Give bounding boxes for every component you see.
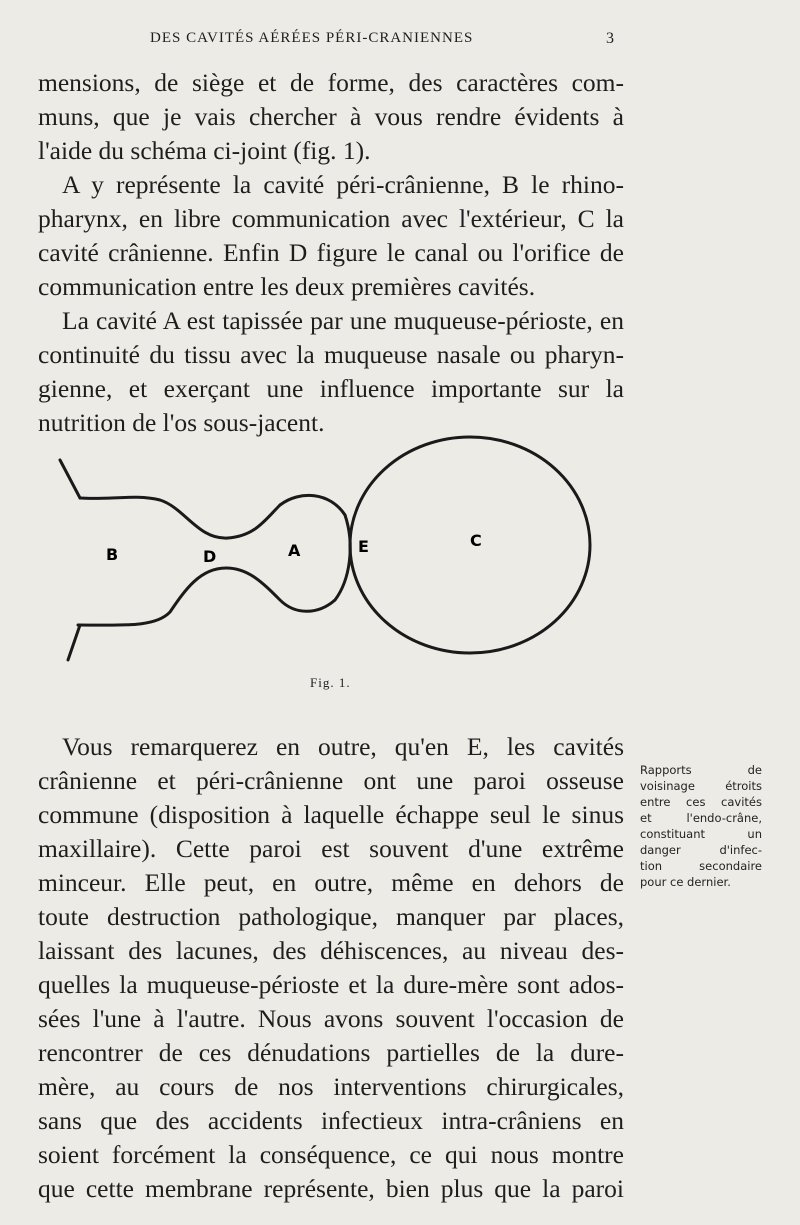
margin-note xyxy=(640,762,762,890)
line-top-left xyxy=(60,460,80,498)
text-line: minceur. Elle peut, en outre, même en dehors de xyxy=(38,868,624,897)
text-line: muns, que je vais chercher à vous rendre évidents à xyxy=(38,102,624,131)
text-line: continuité du tissu avec la muqueuse nasale ou pharyn- xyxy=(38,340,624,369)
margin-note-line: danger d'infec- xyxy=(640,843,762,857)
text-line: crânienne et péri-crânienne ont une paroi osseuse xyxy=(38,766,624,795)
text-line: maxillaire). Cette paroi est souvent d'une extrême xyxy=(38,834,624,863)
page-number: 3 xyxy=(606,30,614,47)
label-b: B xyxy=(106,545,119,564)
text-line: commune (disposition à laquelle échappe seul le sinus xyxy=(38,800,624,829)
cavity-a-top xyxy=(280,495,345,515)
label-d: D xyxy=(203,547,217,566)
margin-note-line: Rapports de xyxy=(640,763,762,777)
label-a: A xyxy=(288,541,301,560)
label-e: E xyxy=(358,537,369,556)
paragraph-4 xyxy=(38,730,624,1206)
text-line: soient forcément la conséquence, ce qui nous montre xyxy=(38,1140,624,1169)
text-line: cavité crânienne. Enfin D figure le canal ou l'orifice de xyxy=(38,238,624,267)
text-line: pharynx, en libre communication avec l'extérieur, C la xyxy=(38,204,624,233)
line-bottom-left xyxy=(68,625,80,660)
text-line: communication entre les deux premières cavités. xyxy=(38,272,536,301)
text-line: l'aide du schéma ci-joint (fig. 1). xyxy=(38,136,371,165)
text-line: quelles la muqueuse-périoste et la dure-mère sont ados- xyxy=(38,970,624,999)
margin-note-line: voisinage étroits xyxy=(640,779,762,793)
figure-caption: Fig. 1. xyxy=(310,675,351,690)
text-line: Vous remarquerez en outre, qu'en E, les cavités xyxy=(62,732,624,761)
text-line: gienne, et exerçant une influence importante sur la xyxy=(38,374,624,403)
text-line: laissant des lacunes, des déhiscences, au niveau des- xyxy=(38,936,624,965)
cavity-a-right xyxy=(335,515,350,600)
lower-wall xyxy=(78,568,335,625)
text-line: toute destruction pathologique, manquer par places, xyxy=(38,902,624,931)
text-line: rencontrer de ces dénudations partielles de la dure- xyxy=(38,1038,624,1067)
text-line: A y représente la cavité péri-crânienne, B le rhino- xyxy=(62,170,624,199)
margin-note-line: constituant un xyxy=(640,827,762,841)
text-line: que cette membrane représente, bien plus que la paroi xyxy=(38,1174,624,1203)
margin-note-line: entre ces cavités xyxy=(640,795,762,809)
text-line: mère, au cours de nos interventions chirurgicales, xyxy=(38,1072,624,1101)
body-text-bottom xyxy=(38,730,624,1206)
label-c: C xyxy=(470,531,482,550)
text-line: nutrition de l'os sous-jacent. xyxy=(38,408,325,437)
margin-note-line: tion secondaire xyxy=(640,859,762,873)
text-line: La cavité A est tapissée par une muqueuse-périoste, en xyxy=(62,306,624,335)
text-line: sées l'une à l'autre. Nous avons souvent l'occasion de xyxy=(38,1004,624,1033)
text-line: mensions, de siège et de forme, des caractères com- xyxy=(38,68,624,97)
margin-note-line: et l'endo-crâne, xyxy=(640,811,762,825)
upper-wall xyxy=(80,497,280,538)
margin-note-line: pour ce dernier. xyxy=(640,875,731,889)
text-line: sans que des accidents infectieux intra-crâniens en xyxy=(38,1106,624,1135)
running-title: DES CAVITÉS AÉRÉES PÉRI-CRANIENNES xyxy=(150,30,474,46)
